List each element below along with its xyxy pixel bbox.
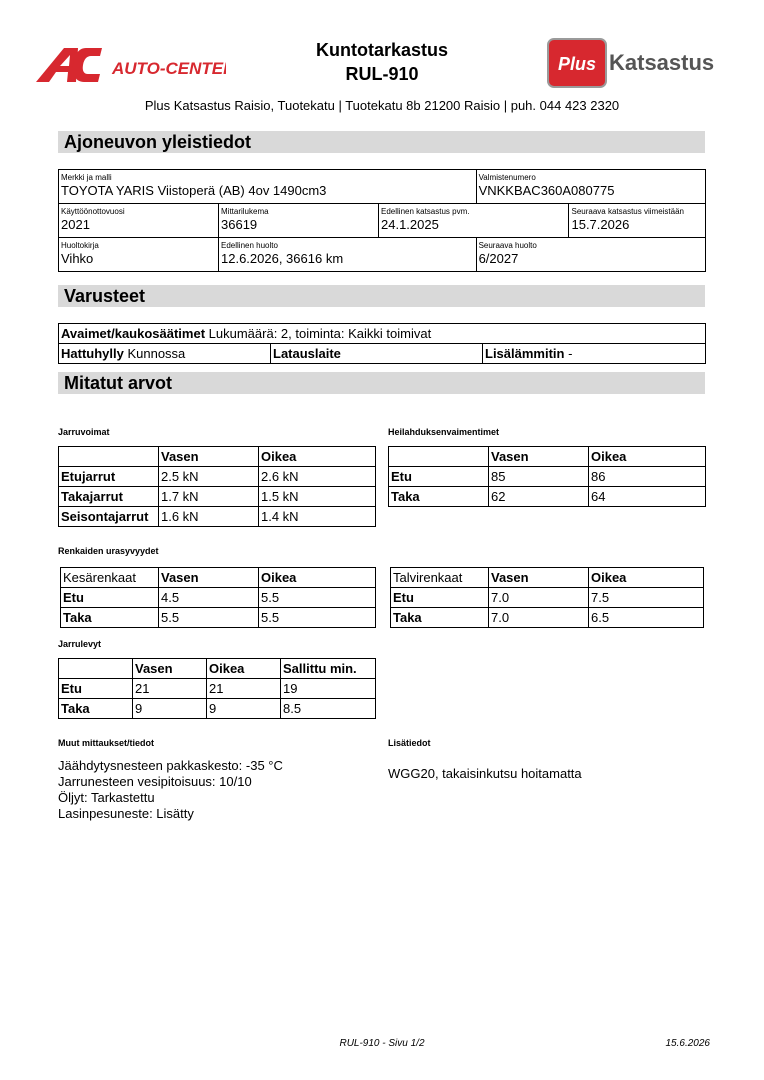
keys-cell: Avaimet/kaukosäätimet Lukumäärä: 2, toiminta: Kaikki toimivat (59, 324, 706, 344)
table-row: Seisontajarrut 1.6 kN 1.4 kN (59, 507, 376, 527)
first-use-cell: Käyttöönottovuosi 2021 (59, 204, 219, 238)
shock-absorbers-table: Vasen Oikea Etu 85 86 Taka 62 64 (388, 446, 706, 507)
general-info-table (58, 169, 706, 272)
list-item: Lasinpesuneste: Lisätty (58, 806, 194, 821)
charger-cell: Latauslaite (271, 344, 483, 364)
next-inspection-cell: Seuraava katsastus viimeistään 15.7.2026 (569, 204, 706, 238)
service-book-cell: Huoltokirja Vihko (59, 238, 219, 272)
table-row: Etu 85 86 (389, 467, 706, 487)
svg-text:Plus: Plus (557, 54, 597, 74)
contact-line: Plus Katsastus Raisio, Tuotekatu | Tuotekatu 8b 21200 Raisio | puh. 044 423 2320 (144, 98, 620, 113)
table-row: Etu 4.5 5.5 (61, 588, 376, 608)
hat-shelf-cell: Hattuhylly Kunnossa (59, 344, 271, 364)
extra-info-title: Lisätiedot (388, 738, 431, 748)
prev-inspection-cell: Edellinen katsastus pvm. 24.1.2025 (379, 204, 569, 238)
vin-cell: Valmistenumero VNKKBAC360A080775 (476, 170, 705, 204)
summer-tires-table: Kesärenkaat Vasen Oikea Etu 4.5 5.5 Taka 5.5 5.5 (60, 567, 376, 628)
brake-forces-table: Vasen Oikea Etujarrut 2.5 kN 2.6 kN Takajarrut 1.7 kN 1.5 kN Seisontajarrut 1.6 kN 1.4 kN (58, 446, 376, 527)
table-row: Taka 5.5 5.5 (61, 608, 376, 628)
table-row: Taka 9 9 8.5 (59, 699, 376, 719)
plate-number: RUL-910 (345, 64, 419, 84)
table-row: Etu 7.0 7.5 (391, 588, 704, 608)
svg-text:Katsastus: Katsastus (609, 50, 715, 75)
other-measurements-title: Muut mittaukset/tiedot (58, 738, 154, 748)
extra-info-text: WGG20, takaisinkutsu hoitamatta (388, 766, 582, 781)
page-number: RUL-910 - Sivu 1/2 (339, 1038, 425, 1049)
list-item: Öljyt: Tarkastettu (58, 790, 155, 805)
list-item: Jarrunesteen vesipitoisuus: 10/10 (58, 774, 252, 789)
other-measurements-list (58, 758, 283, 822)
make-model-cell: Merkki ja malli TOYOTA YARIS Viistoperä (AB) 4ov 1490cm3 (59, 170, 477, 204)
list-item: Jäähdytysnesteen pakkaskesto: -35 °C (58, 758, 283, 773)
table-row: Takajarrut 1.7 kN 1.5 kN (59, 487, 376, 507)
table-row: Taka 62 64 (389, 487, 706, 507)
auto-center-logo-text: AUTO-CENTER (112, 59, 226, 78)
table-row: Taka 7.0 6.5 (391, 608, 704, 628)
winter-tires-table: Talvirenkaat Vasen Oikea Etu 7.0 7.5 Taka 7.0 6.5 (390, 567, 704, 628)
section-measured-heading: Mitatut arvot (58, 372, 705, 394)
shock-absorbers-title: Heilahduksenvaimentimet (388, 427, 500, 437)
document-title: Kuntotarkastus RUL-910 (0, 38, 764, 86)
section-equipment-heading: Varusteet (58, 285, 705, 307)
footer-date: 15.6.2026 (665, 1038, 710, 1049)
table-row: Etu 21 21 19 (59, 679, 376, 699)
next-service-cell: Seuraava huolto 6/2027 (476, 238, 705, 272)
heater-cell: Lisälämmitin - (483, 344, 706, 364)
tire-depth-title: Renkaiden urasyvyydet (58, 546, 159, 556)
brake-discs-table: Vasen Oikea Sallittu min. Etu 21 21 19 Taka 9 9 8.5 (58, 658, 376, 719)
section-general-heading: Ajoneuvon yleistiedot (58, 131, 705, 153)
odometer-cell: Mittarilukema 36619 (219, 204, 379, 238)
brake-discs-title: Jarrulevyt (58, 639, 102, 649)
prev-service-cell: Edellinen huolto 12.6.2026, 36616 km (219, 238, 477, 272)
plus-katsastus-logo (547, 38, 727, 88)
table-row: Etujarrut 2.5 kN 2.6 kN (59, 467, 376, 487)
equipment-table (58, 323, 706, 364)
brake-forces-title: Jarruvoimat (58, 427, 110, 437)
